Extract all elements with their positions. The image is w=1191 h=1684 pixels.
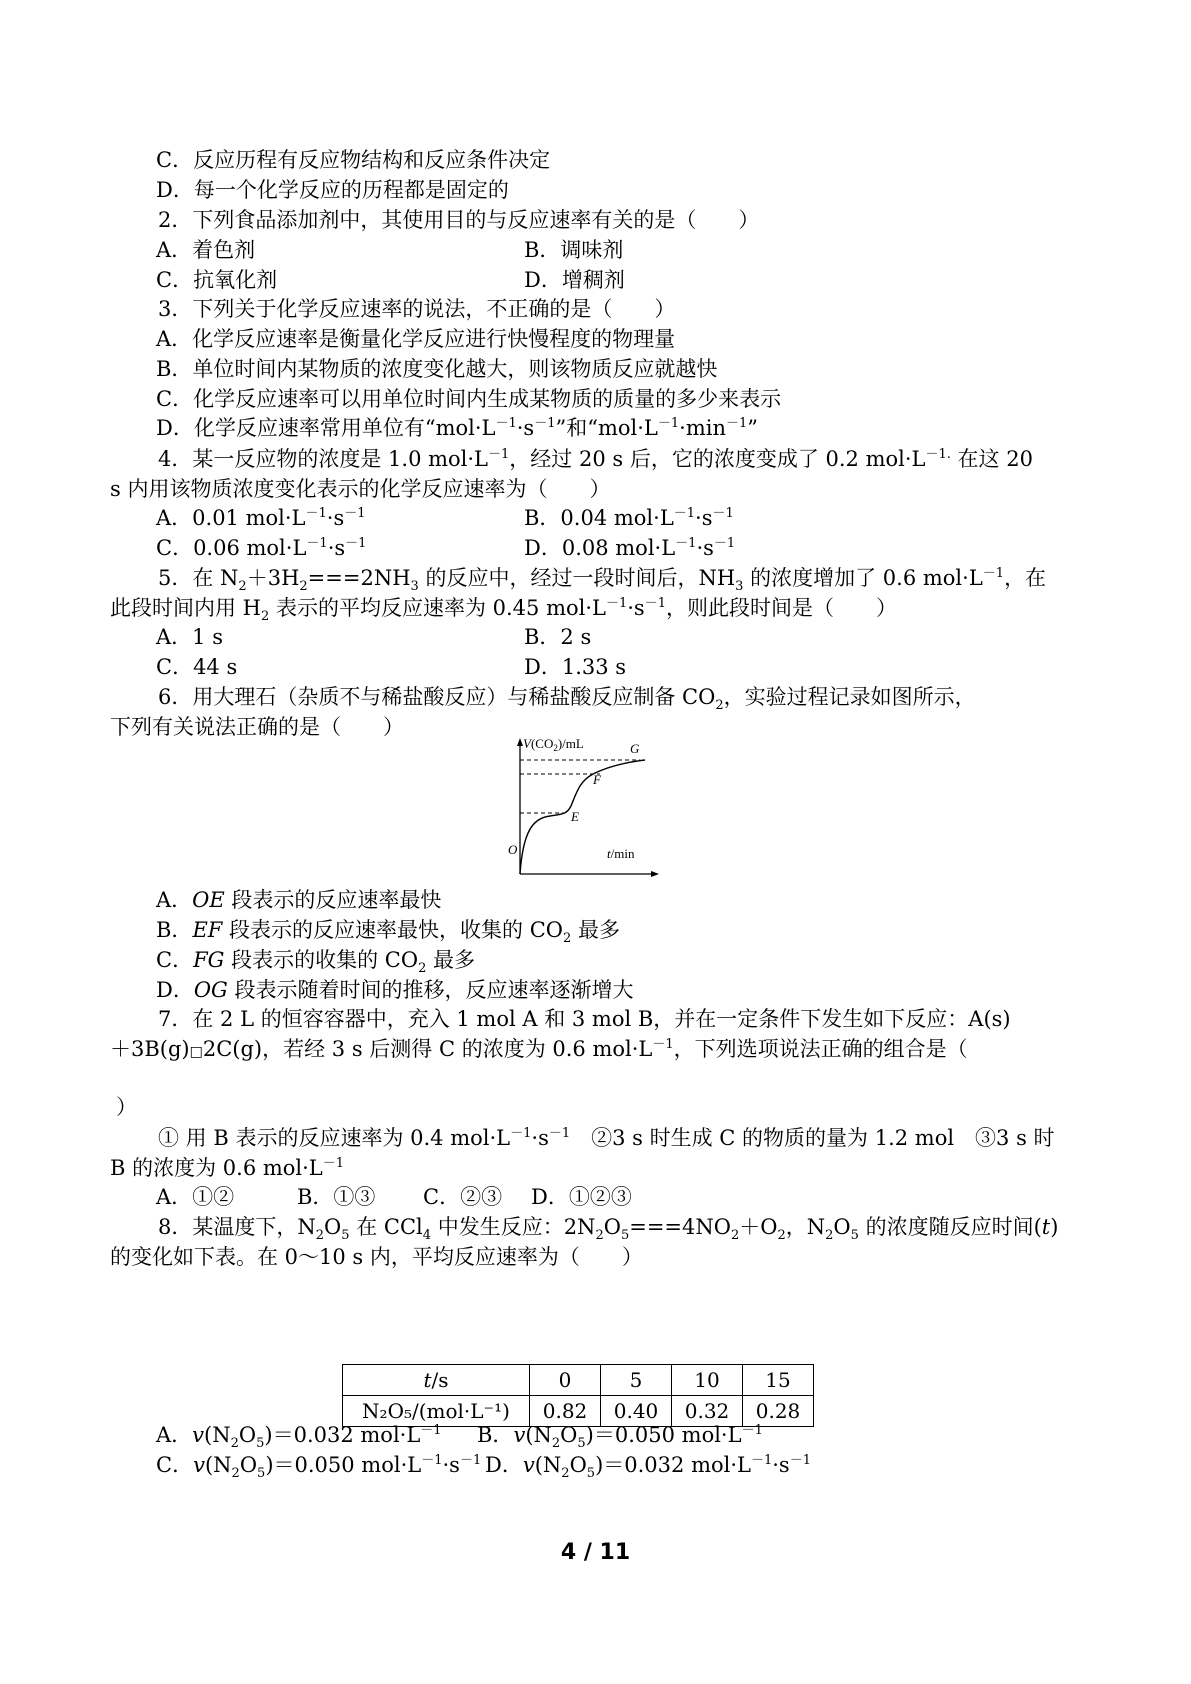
- question-6-option-c: C．FG 段表示的收集的 $CO_2$ 最多: [156, 948, 476, 977]
- point-g-label: G: [630, 741, 640, 756]
- point-e-label: E: [571, 809, 579, 824]
- question-4-option-d: D．0.08 $mol\cdot L^{-1}\cdot s^{-1}$: [524, 536, 736, 560]
- table-cell: 0.28: [743, 1396, 814, 1427]
- question-6-option-b: B．EF 段表示的反应速率最快，收集的 $CO_2$ 最多: [156, 918, 620, 947]
- question-5-option-c: C．44 s: [156, 655, 238, 679]
- question-3: 3．下列关于化学反应速率的说法，不正确的是（ ）: [158, 297, 676, 321]
- question-7-option-d: D．①②③: [531, 1185, 632, 1209]
- question-2-option-b: B．调味剂: [524, 238, 624, 262]
- question-5-line-2: 此段时间内用 $H_2$ 表示的平均反应速率为 0.45 $mol\cdot L^{-1}\cdot s^{-1}$，则此段时间是（ ）: [110, 596, 897, 625]
- table-header-concentration: N₂O₅/(mol·L⁻¹): [343, 1396, 530, 1427]
- x-axis-label: t/min: [607, 846, 635, 861]
- question-8-option-a: A．$v(N_2O_5)=0.032$ $mol\cdot L^{-1}$: [156, 1423, 442, 1452]
- y-axis-label: $V(CO_2)/mL$: [523, 736, 584, 753]
- question-6-option-d: D．OG 段表示随着时间的推移，反应速率逐渐增大: [156, 978, 634, 1002]
- table-cell: 0.40: [601, 1396, 672, 1427]
- question-8-option-c: C．$v(N_2O_5)=0.050$ $mol\cdot L^{-1}\cdot s^{-1}$: [156, 1453, 482, 1482]
- question-4-option-b: B．0.04 $mol\cdot L^{-1}\cdot s^{-1}$: [524, 506, 734, 530]
- question-7-line-2: ＋3B(g)□2C(g)，若经 3 s 后测得 C 的浓度为 0.6 $mol\cdot L^{-1}$，下列选项说法正确的组合是（: [110, 1034, 1090, 1067]
- question-3-option-c: C．化学反应速率可以用单位时间内生成某物质的质量的多少来表示: [156, 387, 782, 411]
- table-cell: 0: [530, 1365, 601, 1396]
- question-2: 2．下列食品添加剂中，其使用目的与反应速率有关的是（ ）: [158, 208, 760, 232]
- question-7-statements-line-2: B 的浓度为 0.6 $mol\cdot L^{-1}$: [110, 1156, 345, 1180]
- question-4-line-2: s 内用该物质浓度变化表示的化学反应速率为（ ）: [110, 477, 611, 501]
- table-cell: 10: [672, 1365, 743, 1396]
- question-7-line-1: 7．在 2 L 的恒容容器中，充入 1 mol A 和 3 mol B，并在一定条件下发生如下反应：A(s): [158, 1007, 1011, 1031]
- question-6-line-1: 6．用大理石（杂质不与稀盐酸反应）与稀盐酸反应制备 $CO_2$，实验过程记录如图所示，: [158, 685, 976, 714]
- table-cell: 5: [601, 1365, 672, 1396]
- question-4-option-a: A．0.01 $mol\cdot L^{-1}\cdot s^{-1}$: [156, 506, 366, 530]
- question-5-option-b: B．2 s: [524, 625, 592, 649]
- x-axis-arrow: [651, 871, 659, 877]
- origin-label: O: [508, 842, 518, 857]
- question-2-option-d: D．增稠剂: [524, 268, 625, 292]
- table-row: [343, 1365, 814, 1396]
- concentration-table: [342, 1364, 814, 1427]
- question-7-line-3: ）: [116, 1095, 137, 1119]
- table-cell: 0.32: [672, 1396, 743, 1427]
- question-3-option-d: D．化学反应速率常用单位有“$mol\cdot L^{-1}\cdot s^{-1}$”和“$mol\cdot L^{-1}\cdot\min^{-1}$”: [156, 416, 759, 440]
- question-7-option-c: C．②③: [423, 1185, 503, 1209]
- question-7-statements-line-1: ① 用 B 表示的反应速率为 0.4 $mol\cdot L^{-1}\cdot s^{-1}$ ②3 s 时生成 C 的物质的量为 1.2 mol ③3 s 时: [158, 1126, 1055, 1150]
- question-3-option-b: B．单位时间内某物质的浓度变化越大，则该物质反应就越快: [156, 357, 718, 381]
- question-5-option-d: D．1.33 s: [524, 655, 627, 679]
- question-2-option-c: C．抗氧化剂: [156, 268, 278, 292]
- point-f-label: F: [593, 772, 601, 787]
- question-4-option-c: C．0.06 $mol\cdot L^{-1}\cdot s^{-1}$: [156, 536, 367, 560]
- question-8-line-2: 的变化如下表。在 0～10 s 内，平均反应速率为（ ）: [110, 1245, 643, 1269]
- question-4-line-1: 4．某一反应物的浓度是 1.0 $mol\cdot L^{-1}$，经过 20 s 后，它的浓度变成了 0.2 $mol\cdot L^{-1.}$ 在这 20: [158, 447, 1033, 471]
- question-8-option-b: B．$v(N_2O_5)=0.050$ $mol\cdot L^{-1}$: [477, 1423, 763, 1452]
- option-d-prev: D．每一个化学反应的历程都是固定的: [156, 178, 509, 202]
- question-5-option-a: A．1 s: [156, 625, 223, 649]
- co2-volume-time-graph: [505, 736, 705, 886]
- page-number: 4 / 11: [560, 1540, 631, 1565]
- question-8-option-d: D．$v(N_2O_5)=0.032$ $mol\cdot L^{-1}\cdot s^{-1}$: [485, 1453, 811, 1482]
- question-2-option-a: A．着色剂: [156, 238, 256, 262]
- table-cell: 15: [743, 1365, 814, 1396]
- question-8-line-1: 8．某温度下，$N_2O_5$ 在 CCl$_4$ 中发生反应：$2N_2O_5===4NO_2+O_2$，$N_2O_5$ 的浓度随反应时间(t): [158, 1215, 1059, 1244]
- question-6-option-a: A．OE 段表示的反应速率最快: [156, 888, 442, 912]
- question-6-line-2: 下列有关说法正确的是（ ）: [110, 715, 404, 739]
- table-header-time: t/s: [343, 1365, 530, 1396]
- question-7-option-b: B．①③: [297, 1185, 376, 1209]
- question-3-option-a: A．化学反应速率是衡量化学反应进行快慢程度的物理量: [156, 327, 676, 351]
- table-cell: 0.82: [530, 1396, 601, 1427]
- question-7-option-a: A．①②: [156, 1185, 235, 1209]
- option-c-prev: C．反应历程有反应物结构和反应条件决定: [156, 148, 551, 172]
- equilibrium-arrow-icon: □: [189, 1044, 203, 1060]
- question-5-line-1: 5．在 $N_2+3H_2===2NH_3$ 的反应中，经过一段时间后，$NH_3$ 的浓度增加了 0.6 $mol\cdot L^{-1}$，在: [158, 566, 1047, 595]
